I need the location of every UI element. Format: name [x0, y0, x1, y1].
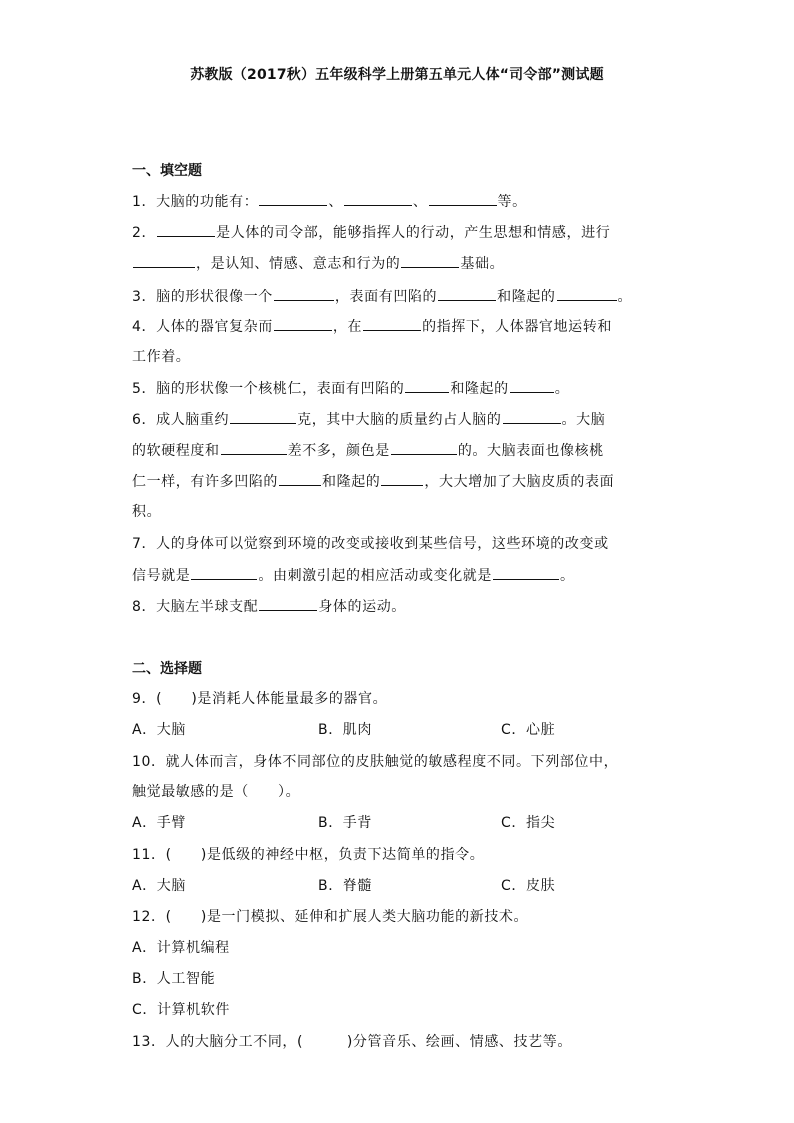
- question-6: 6．成人脑重约 克，其中大脑的质量约占人脑的 。大脑: [132, 409, 672, 430]
- answer-blank[interactable]: [493, 565, 559, 580]
- question-12: 12．( )是一门模拟、延伸和扩展人类大脑功能的新技术。: [132, 909, 529, 925]
- answer-blank[interactable]: [157, 222, 215, 237]
- option-c[interactable]: C．计算机软件: [132, 1002, 230, 1018]
- answer-blank[interactable]: [191, 565, 257, 580]
- option-a[interactable]: A．大脑: [132, 722, 186, 738]
- option-a[interactable]: A．手臂: [132, 815, 186, 831]
- answer-blank[interactable]: [557, 286, 617, 301]
- question-9: 9．( )是消耗人体能量最多的器官。: [132, 691, 388, 707]
- answer-blank[interactable]: [221, 440, 287, 455]
- answer-blank[interactable]: [279, 471, 321, 486]
- question-4-cont: 工作着。: [132, 349, 191, 365]
- question-8: 8．大脑左半球支配 身体的运动。: [132, 596, 672, 617]
- question-1: 1．大脑的功能有： 、 、 等。: [132, 191, 672, 212]
- option-b[interactable]: B．肌肉: [318, 722, 373, 738]
- answer-blank[interactable]: [391, 440, 457, 455]
- answer-blank[interactable]: [274, 316, 332, 331]
- option-b[interactable]: B．人工智能: [132, 971, 216, 987]
- answer-blank[interactable]: [429, 191, 497, 206]
- option-a[interactable]: A．计算机编程: [132, 940, 230, 956]
- answer-blank[interactable]: [438, 286, 496, 301]
- question-6-line3: 仁一样，有许多凹陷的 和隆起的 ，大大增加了大脑皮质的表面: [132, 471, 672, 492]
- option-c[interactable]: C．心脏: [501, 722, 556, 738]
- answer-blank[interactable]: [344, 191, 412, 206]
- question-10-cont: 触觉最敏感的是（ ）。: [132, 784, 301, 800]
- answer-blank[interactable]: [405, 378, 449, 393]
- question-11: 11．( )是低级的神经中枢，负责下达简单的指令。: [132, 847, 485, 863]
- page-title: 苏教版（2017秋）五年级科学上册第五单元人体“司令部”测试题: [190, 67, 604, 83]
- question-3: 3．脑的形状很像一个 ，表面有凹陷的 和隆起的 。: [132, 286, 672, 307]
- answer-blank[interactable]: [401, 253, 459, 268]
- question-4: 4．人体的器官复杂而 ，在 的指挥下，人体器官地运转和: [132, 316, 672, 337]
- section-choice-heading: 二、选择题: [132, 661, 202, 677]
- answer-blank[interactable]: [259, 191, 327, 206]
- option-c[interactable]: C．指尖: [501, 815, 556, 831]
- question-13: 13．人的大脑分工不同，( )分管音乐、绘画、情感、技艺等。: [132, 1034, 572, 1050]
- answer-blank[interactable]: [381, 471, 423, 486]
- question-2: 2． 是人体的司令部，能够指挥人的行动，产生思想和情感，进行: [132, 222, 672, 243]
- question-2-cont: ，是认知、情感、意志和行为的 基础。: [132, 253, 672, 274]
- answer-blank[interactable]: [274, 286, 334, 301]
- question-10: 10．就人体而言，身体不同部位的皮肤触觉的敏感程度不同。下列部位中，: [132, 754, 619, 770]
- option-b[interactable]: B．脊髓: [318, 878, 373, 894]
- question-6-line2: 的软硬程度和 差不多，颜色是 的。大脑表面也像核桃: [132, 440, 672, 461]
- option-a[interactable]: A．大脑: [132, 878, 186, 894]
- question-5: 5．脑的形状像一个核桃仁，表面有凹陷的 和隆起的 。: [132, 378, 672, 399]
- question-6-line4: 积。: [132, 504, 162, 520]
- answer-blank[interactable]: [259, 596, 317, 611]
- option-b[interactable]: B．手背: [318, 815, 373, 831]
- option-c[interactable]: C．皮肤: [501, 878, 556, 894]
- answer-blank[interactable]: [133, 253, 195, 268]
- section-fill-heading: 一、填空题: [132, 163, 202, 179]
- question-7: 7．人的身体可以觉察到环境的改变或接收到某些信号，这些环境的改变或: [132, 536, 609, 552]
- answer-blank[interactable]: [503, 409, 561, 424]
- answer-blank[interactable]: [510, 378, 554, 393]
- answer-blank[interactable]: [230, 409, 296, 424]
- answer-blank[interactable]: [363, 316, 421, 331]
- question-7-cont: 信号就是 。由刺激引起的相应活动或变化就是 。: [132, 565, 672, 586]
